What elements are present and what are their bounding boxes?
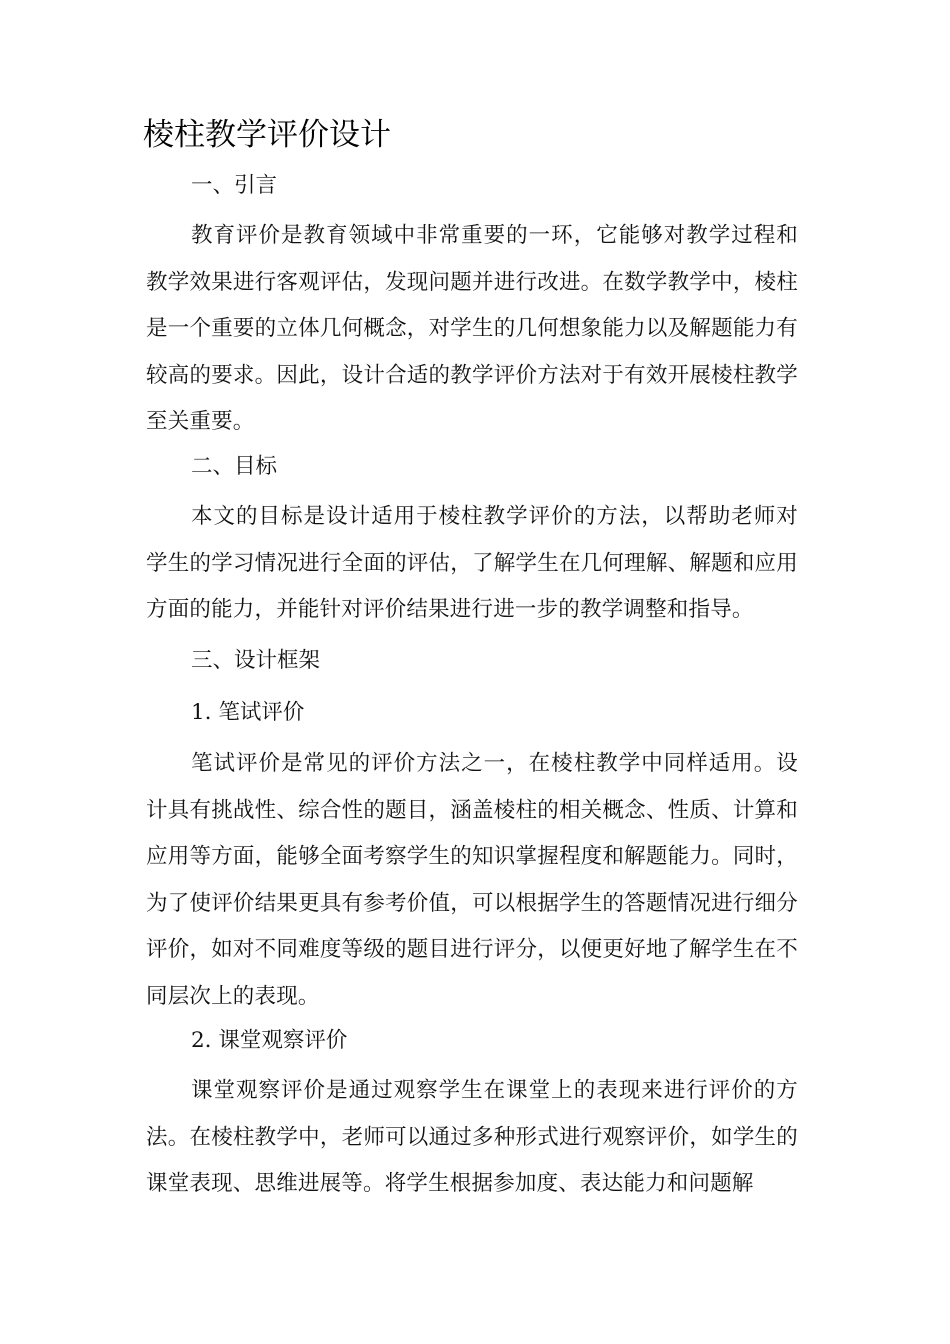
paragraph-written: 笔试评价是常见的评价方法之一，在棱柱教学中同样适用。设计具有挑战性、综合性的题目，涵盖棱柱的相关概念、性质、计算和应用等方面，能够全面考察学生的知识掌握程度和解题能力。同时，为了使评价结果更具有参考价值，可以根据学生的答题情况进行细分评价，如对不同难度等级的题目进行评分，以便更好地了解学生在不同层次上的表现。 — [146, 751, 798, 1009]
document-title: 棱柱教学评价设计 — [143, 117, 391, 153]
section-heading-framework: 三、设计框架 — [191, 648, 321, 673]
subsection-heading-written: 1. 笔试评价 — [191, 700, 305, 725]
subsection-heading-observe: 2. 课堂观察评价 — [191, 1028, 348, 1053]
paragraph-observe: 课堂观察评价是通过观察学生在课堂上的表现来进行评价的方法。在棱柱教学中，老师可以通过多种形式进行观察评价，如学生的课堂表现、思维进展等。将学生根据参加度、表达能力和问题解 — [146, 1078, 798, 1196]
section-heading-goal: 二、目标 — [191, 454, 278, 479]
paragraph-intro: 教育评价是教育领域中非常重要的一环，它能够对教学过程和教学效果进行客观评估，发现问题并进行改进。在数学教学中，棱柱是一个重要的立体几何概念，对学生的几何想象能力以及解题能力有较高的要求。因此，设计合适的教学评价方法对于有效开展棱柱教学至关重要。 — [146, 223, 798, 434]
paragraph-goal: 本文的目标是设计适用于棱柱教学评价的方法，以帮助老师对学生的学习情况进行全面的评估，了解学生在几何理解、解题和应用方面的能力，并能针对评价结果进行进一步的教学调整和指导。 — [146, 504, 798, 622]
section-heading-intro: 一、引言 — [191, 173, 278, 198]
